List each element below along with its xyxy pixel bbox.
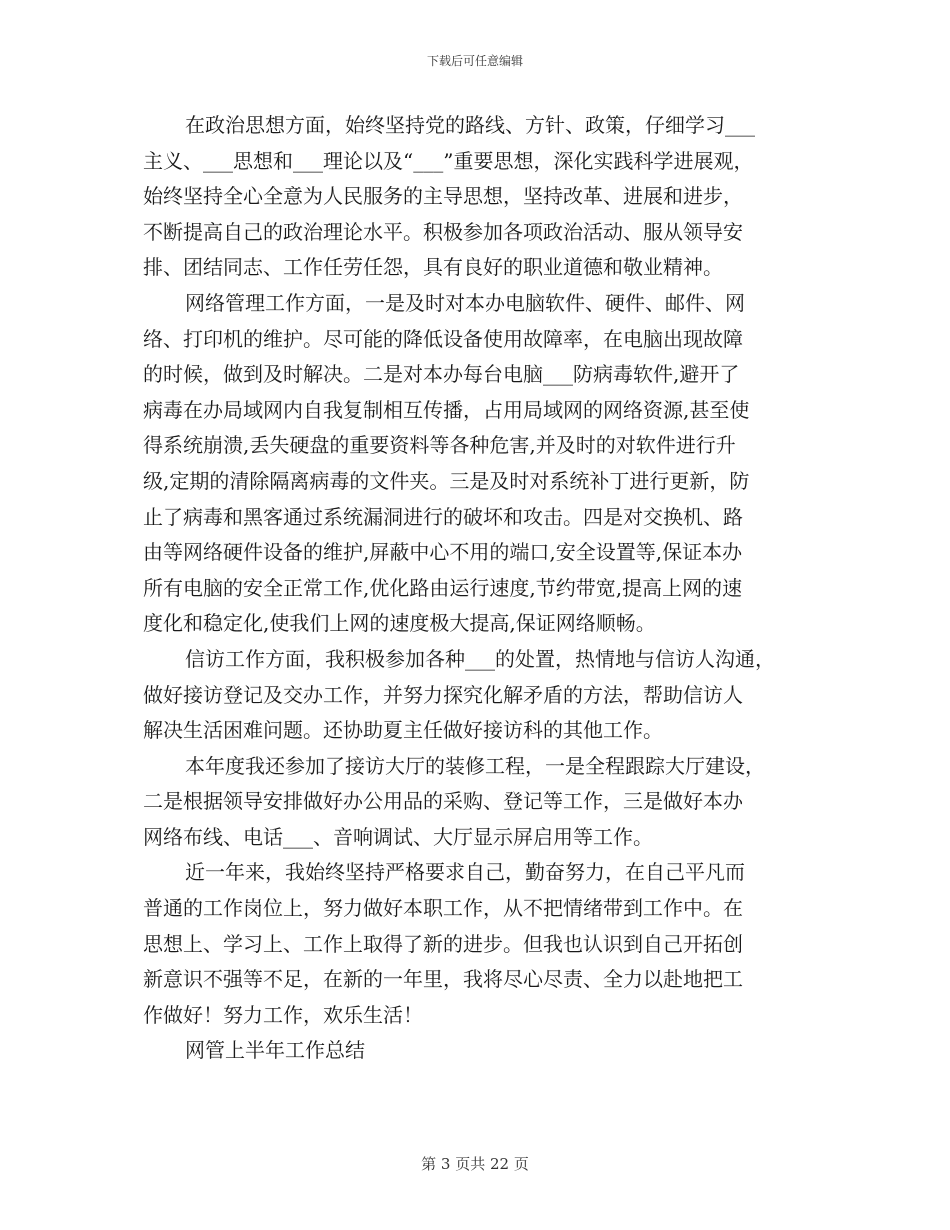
text-line: 网络管理工作方面，一是及时对本办电脑软件、硬件、邮件、网 <box>185 290 745 315</box>
text-line: 本年度我还参加了接访大厅的装修工程，一是全程跟踪大厅建设， <box>185 753 765 778</box>
text-line: 由等网络硬件设备的维护,屏蔽中心不用的端口,安全设置等,保证本办 <box>143 540 743 565</box>
text-line: 络、打印机的维护。尽可能的降低设备使用故障率，在电脑出现故障 <box>143 326 743 351</box>
text-line: 止了病毒和黑客通过系统漏洞进行的破坏和攻击。四是对交换机、路 <box>143 504 743 529</box>
text-line: 在政治思想方面，始终坚持党的路线、方针、政策，仔细学习___ <box>185 113 755 137</box>
text-line: 得系统崩溃,丢失硬盘的重要资料等各种危害,并及时的对软件进行升 <box>143 433 736 458</box>
text-line: 所有电脑的安全正常工作,优化路由运行速度,节约带宽,提高上网的速 <box>143 575 743 600</box>
text-line: 度化和稳定化,使我们上网的速度极大提高,保证网络顺畅。 <box>143 611 656 636</box>
text-line: 始终坚持全心全意为人民服务的主导思想，坚持改革、进展和进步， <box>143 184 743 209</box>
text-line: 的时候，做到及时解决。二是对本办每台电脑___防病毒软件,避开了 <box>143 362 740 387</box>
text-line: 不断提高自己的政治理论水平。积极参加各项政治活动、服从领导安 <box>143 219 743 244</box>
text-line: 作做好！努力工作，欢乐生活！ <box>143 1002 423 1027</box>
text-line: 解决生活困难问题。还协助夏主任做好接访科的其他工作。 <box>143 718 663 743</box>
text-line: 新意识不强等不足，在新的一年里，我将尽心尽责、全力以赴地把工 <box>143 967 743 992</box>
text-line: 网络布线、电话___、音响调试、大厅显示屏启用等工作。 <box>143 824 653 849</box>
page-footer: 第 3 页共 22 页 <box>421 1155 529 1173</box>
text-line: 普通的工作岗位上，努力做好本职工作，从不把情绪带到工作中。在 <box>143 896 743 921</box>
text-line: 思想上、学习上、工作上取得了新的进步。但我也认识到自己开拓创 <box>143 931 743 956</box>
text-line: 信访工作方面，我积极参加各种___的处置，热情地与信访人沟通， <box>185 646 775 671</box>
text-line: 排、团结同志、工作任劳任怨，具有良好的职业道德和敬业精神。 <box>143 255 723 280</box>
text-line: 近一年来，我始终坚持严格要求自己，勤奋努力，在自己平凡而 <box>185 860 745 885</box>
text-line: 网管上半年工作总结 <box>185 1038 365 1063</box>
text-line: 级,定期的清除隔离病毒的文件夹。三是及时对系统补丁进行更新，防 <box>143 468 750 493</box>
text-line: 二是根据领导安排做好办公用品的采购、登记等工作，三是做好本办 <box>143 789 743 814</box>
text-line: 病毒在办局域网内自我复制相互传播，占用局域网的网络资源,甚至使 <box>143 397 750 422</box>
document-body <box>143 108 818 1069</box>
text-line: 做好接访登记及交办工作，并努力探究化解矛盾的方法，帮助信访人 <box>143 682 743 707</box>
text-line: 主义、___思想和___理论以及“___”重要思想，深化实践科学进展观， <box>143 148 754 173</box>
page-header: 下载后可任意编辑 <box>426 54 523 68</box>
